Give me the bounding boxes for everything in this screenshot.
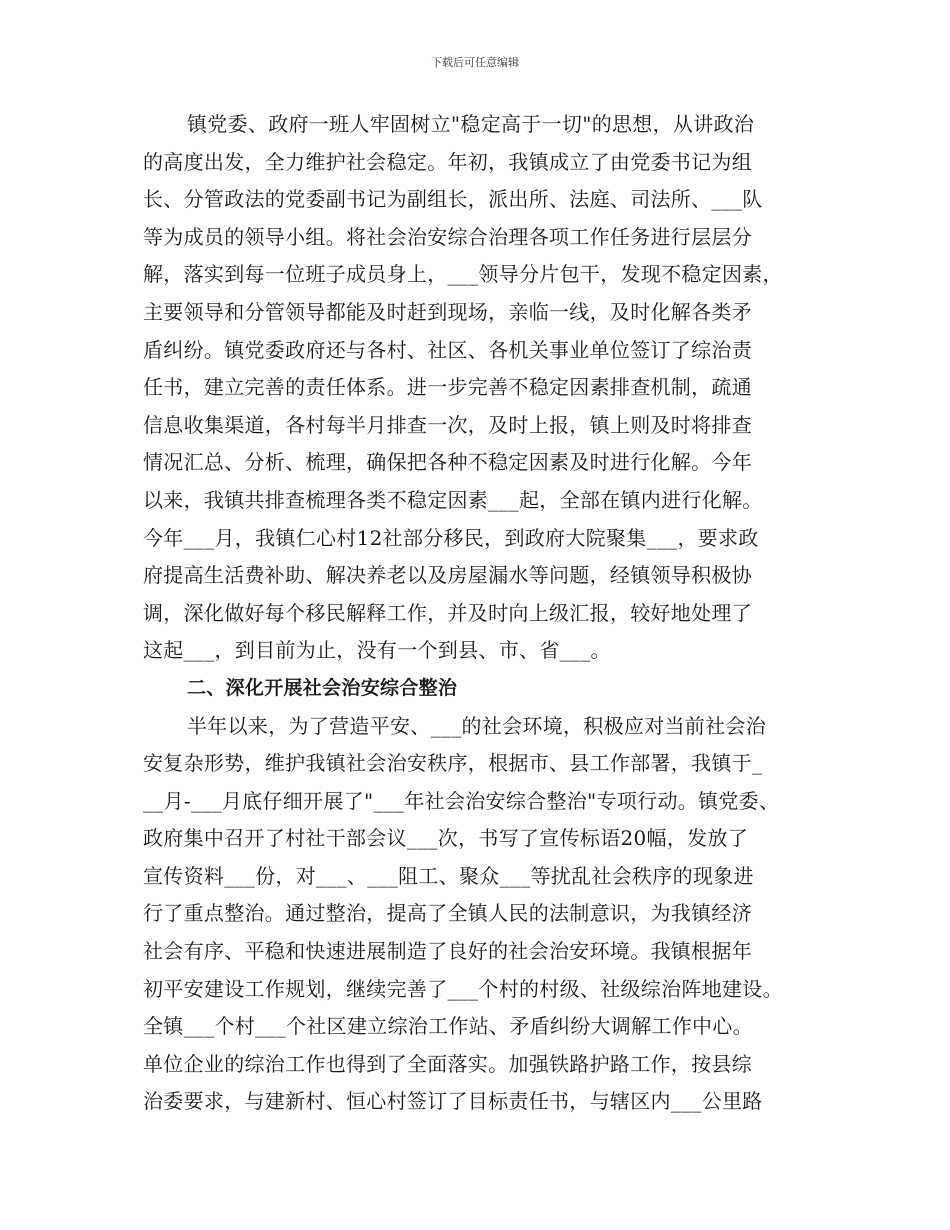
page-header: 下载后可任意编辑	[431, 56, 519, 69]
paragraph-line: 盾纠纷。镇党委政府还与各村、社区、各机关事业单位签订了综治责	[143, 337, 752, 362]
paragraph-line: 解，落实到每一位班子成员身上，___领导分片包干，发现不稳定因素，	[143, 262, 783, 287]
paragraph-line: 以来，我镇共排查梳理各类不稳定因素___起，全部在镇内进行化解。	[143, 487, 763, 512]
paragraph-line: 全镇___个村___个社区建立综治工作站、矛盾纠纷大调解工作中心。	[143, 1014, 753, 1039]
paragraph-line: 单位企业的综治工作也得到了全面落实。加强铁路护路工作，按县综	[143, 1051, 752, 1076]
paragraph-line: 信息收集渠道，各村每半月排查一次，及时上报，镇上则及时将排查	[143, 412, 752, 437]
paragraph-line: 这起___，到目前为止，没有一个到县、市、省___。	[143, 638, 611, 663]
paragraph-line: 镇党委、政府一班人牢固树立"稳定高于一切"的思想，从讲政治	[187, 112, 755, 136]
paragraph-line: 情况汇总、分析、梳理，确保把各种不稳定因素及时进行化解。今年	[143, 450, 752, 475]
document-body	[143, 106, 807, 1121]
paragraph-line: 长、分管政法的党委副书记为副组长，派出所、法庭、司法所、___队	[143, 187, 763, 212]
paragraph-line: 安复杂形势，维护我镇社会治安秩序，根据市、县工作部署，我镇于_	[143, 751, 763, 776]
paragraph-line: 等为成员的领导小组。将社会治安综合治理各项工作任务进行层层分	[143, 224, 752, 249]
paragraph-line: 主要领导和分管领导都能及时赶到现场，亲临一线，及时化解各类矛	[143, 299, 752, 324]
paragraph-line: 府提高生活费补助、解决养老以及房屋漏水等问题，经镇领导积极协	[143, 563, 752, 588]
paragraph-line: __月-___月底仔细开展了"___年社会治安综合整治"专项行动。镇党委、	[143, 788, 780, 813]
paragraph-line: 调，深化做好每个移民解释工作，并及时向上级汇报，较好地处理了	[143, 600, 752, 625]
paragraph-line: 社会有序、平稳和快速进展制造了良好的社会治安环境。我镇根据年	[143, 939, 752, 964]
paragraph-line: 初平安建设工作规划，继续完善了___个村的村级、社级综治阵地建设。	[143, 976, 783, 1001]
paragraph-line: 治委要求，与建新村、恒心村签订了目标责任书，与辖区内___公里路	[143, 1089, 763, 1114]
paragraph-line: 政府集中召开了村社干部会议___次，书写了宣传标语20幅，发放了	[143, 826, 749, 851]
paragraph-line: 任书，建立完善的责任体系。进一步完善不稳定因素排查机制，疏通	[143, 375, 752, 400]
paragraph-line: 半年以来，为了营造平安、___的社会环境，积极应对当前社会治	[187, 713, 766, 738]
paragraph-line: 的高度出发，全力维护社会稳定。年初，我镇成立了由党委书记为组	[143, 149, 752, 174]
paragraph-line: 宣传资料___份，对___、___阻工、聚众___等扰乱社会秩序的现象进	[143, 863, 754, 888]
section-heading: 二、深化开展社会治安综合整治	[187, 676, 458, 699]
paragraph-line: 行了重点整治。通过整治，提高了全镇人民的法制意识，为我镇经济	[143, 901, 752, 926]
paragraph-line: 今年___月，我镇仁心村12社部分移民，到政府大院聚集___，要求政	[143, 525, 759, 550]
